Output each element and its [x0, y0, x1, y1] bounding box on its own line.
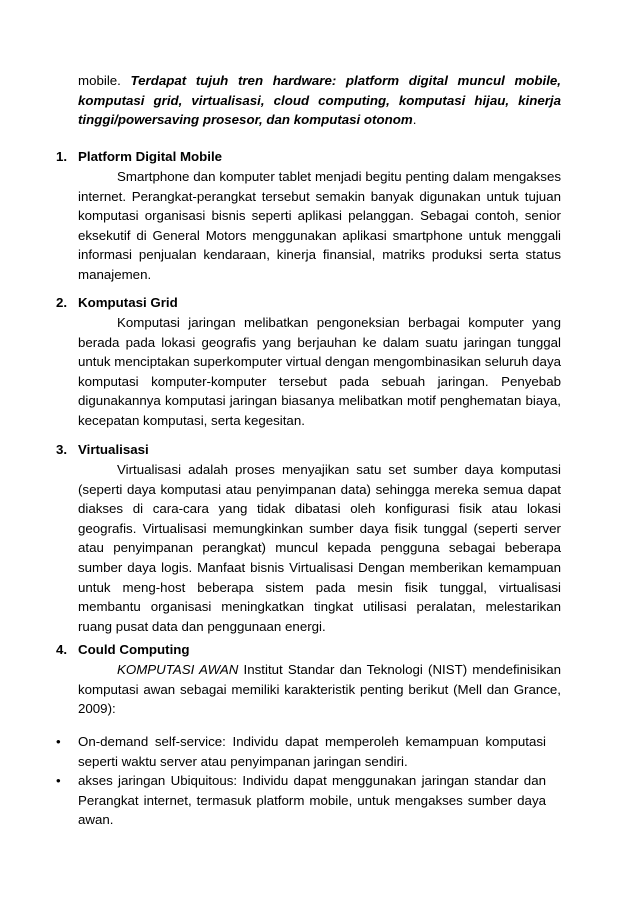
section-title: Could Computing	[78, 642, 190, 657]
section-body-1: Smartphone dan komputer tablet menjadi begitu penting dalam mengakses internet. Perangkat-perangkat tersebut semakin banyak digunakan untuk tujuan komputasi organisasi bisnis seperti aplikasi pelanggan. Sebagai contoh, senior eksekutif di General Motors menggunakan aplikasi smartphone untuk menggali informasi penjualan kendaraan, kinerja finansial, matriks produksi serta status manajemen.	[78, 169, 561, 282]
bullet-item-1	[56, 732, 546, 771]
komputasi-awan-term: KOMPUTASI AWAN	[117, 662, 239, 677]
section-number: 2.	[56, 295, 68, 310]
section-heading-2	[56, 293, 178, 313]
section-number: 3.	[56, 442, 68, 457]
section-heading-3	[56, 440, 149, 460]
section-body-3: Virtualisasi adalah proses menyajikan satu set sumber daya komputasi (seperti daya komputasi atau penyimpanan data) sehingga mereka semua dapat diakses di cara-cara yang tidak dibatasi oleh konfigurasi fisik atau lokasi geografis. Virtualisasi memungkinkan sumber daya fisik tunggal (seperti server atau penyimpanan perangkat) muncul kepada pengguna sebagai beberapa sumber daya logis. Manfaat bisnis Virtualisasi Dengan memberikan kemampuan untuk meng-host beberapa sistem pada mesin fisik tunggal, virtualisasi membantu organisasi meningkatkan tingkat utilisasi peralatan, melestarikan ruang pusat data dan penggunaan energi.	[78, 462, 561, 634]
bullet-icon: •	[56, 773, 61, 788]
intro-tail: .	[412, 112, 417, 128]
section-heading-4	[56, 640, 190, 660]
section-title: Virtualisasi	[78, 442, 149, 457]
section-number: 1.	[56, 149, 68, 164]
bullet-icon: •	[56, 734, 61, 749]
section-body-2: Komputasi jaringan melibatkan pengoneksian berbagai komputer yang berada pada lokasi geografis yang berjauhan ke dalam suatu jaringan tunggal untuk menciptakan superkomputer virtual dengan mengombinasikan seluruh daya komputasi komputer-komputer tersebut pada sebuah jaringan. Penyebab digunakannya komputasi jaringan biasanya melibatkan motif penghematan biaya, kecepatan komputasi, serta kegesitan.	[78, 315, 561, 428]
intro-lead: mobile.	[78, 73, 131, 88]
intro-emphasis: Terdapat tujuh tren hardware: platform digital muncul mobile, komputasi grid, virtualisasi, cloud computing, komputasi hijau, kinerja tinggi/powersaving prosesor, dan komputasi otonom	[78, 73, 562, 128]
section-heading-1	[56, 147, 222, 167]
section-body-text: Institut Standar dan Teknologi (NIST) mendefinisikan komputasi awan sebagai memiliki karakteristik penting berikut (Mell dan Grance, 2009):	[78, 662, 561, 717]
section-body-4	[78, 660, 561, 719]
bullet-text: On-demand self-service: Individu dapat memperoleh kemampuan komputasi seperti waktu server atau penyimpanan jaringan sendiri.	[78, 734, 546, 769]
section-title: Komputasi Grid	[78, 295, 178, 310]
bullet-text: akses jaringan Ubiquitous: Individu dapat menggunakan jaringan standar dan Perangkat internet, termasuk platform mobile, untuk mengakses sumber daya awan.	[78, 773, 546, 828]
section-number: 4.	[56, 642, 68, 657]
section-title: Platform Digital Mobile	[78, 149, 223, 164]
intro-paragraph	[78, 71, 561, 130]
bullet-item-2	[56, 771, 546, 830]
